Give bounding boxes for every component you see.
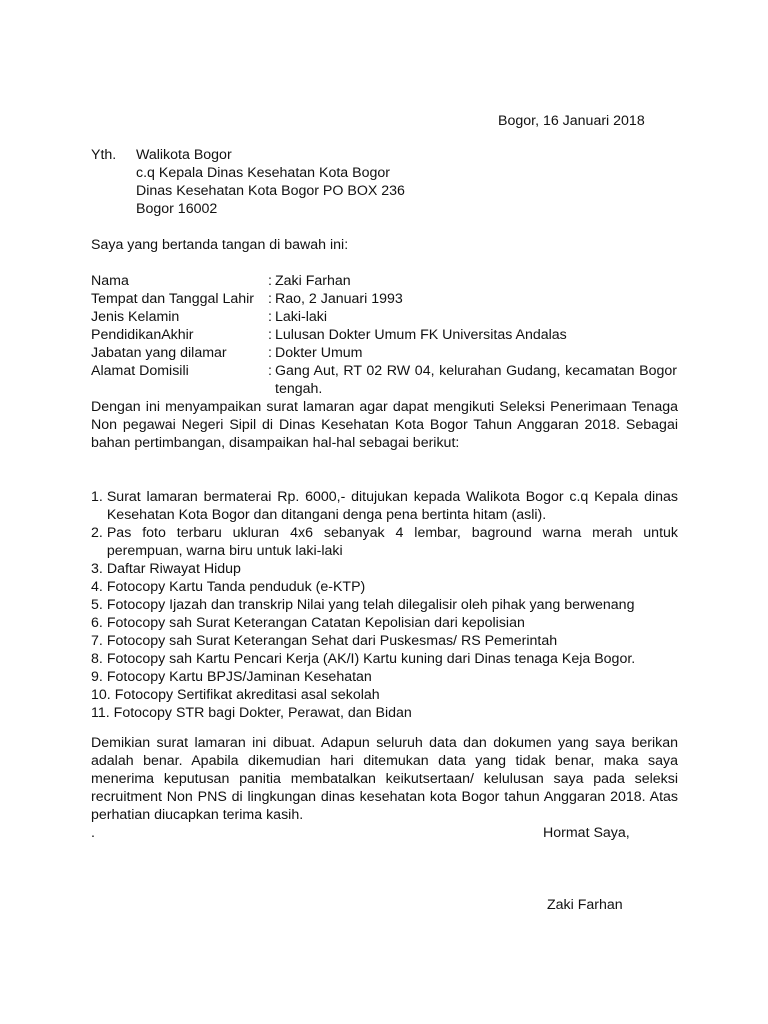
field-label: Alamat Domisili	[91, 363, 189, 379]
list-number: 10.	[91, 687, 111, 703]
list-number: 5.	[91, 597, 103, 613]
field-value: Gang Aut, RT 02 RW 04, kelurahan Gudang, kecamatan Bogor tengah.	[275, 363, 677, 397]
body-paragraph-2: Demikian surat lamaran ini dibuat. Adapun seluruh data dan dokumen yang saya berikan adalah benar. Apabila dikemudian hari ditemukan data yang tidak benar, maka saya menerima keputusan panitia membatalkan keikutsertaan/ kelulusan saya pada seleksi recruitment Non PNS di lingkungan dinas kesehatan kota Bogor tahun Anggaran 2018. Atas perhatian diucapkan terima kasih.	[91, 735, 678, 823]
list-number: 11.	[91, 705, 110, 721]
field-separator: :	[268, 345, 272, 361]
field-label: Jenis Kelamin	[91, 309, 180, 325]
list-item	[91, 614, 678, 632]
place-date: Bogor, 16 Januari 2018	[498, 113, 645, 129]
field-separator: :	[268, 363, 272, 379]
list-text: Fotocopy Ijazah dan transkrip Nilai yang telah dilegalisir oleh pihak yang berwenang	[106, 597, 635, 613]
list-item	[91, 488, 678, 524]
field-label: Tempat dan Tanggal Lahir	[91, 291, 255, 307]
list-text: Fotocopy sah Surat Keterangan Catatan Kepolisian dari kepolisian	[106, 615, 525, 631]
list-text: Fotocopy sah Surat Keterangan Sehat dari Puskesmas/ RS Pemerintah	[106, 633, 558, 649]
field-label: PendidikanAkhir	[91, 327, 194, 343]
intro-text: Saya yang bertanda tangan di bawah ini:	[91, 237, 349, 253]
field-value: Dokter Umum	[275, 345, 363, 361]
list-item	[91, 650, 678, 668]
field-separator: :	[268, 327, 272, 343]
list-text: Surat lamaran bermaterai Rp. 6000,- ditujukan kepada Walikota Bogor c.q Kepala dinas Kesehatan Kota Bogor dan ditangani denga pena bertinta hitam (asli).	[106, 489, 678, 523]
field-row-ttl	[91, 290, 677, 308]
list-number: 8.	[91, 651, 103, 667]
field-value: Lulusan Dokter Umum FK Universitas Andalas	[275, 327, 567, 343]
field-row-jenis-kelamin	[91, 308, 677, 326]
field-value: Rao, 2 Januari 1993	[275, 291, 403, 307]
list-text: Pas foto terbaru ukluran 4x6 sebanyak 4 lembar, baground warna merah untuk perempuan, warna biru untuk laki-laki	[106, 525, 678, 559]
list-item	[91, 668, 678, 686]
field-value: Laki-laki	[275, 309, 328, 325]
list-number: 1.	[91, 489, 103, 505]
closing-salutation: Hormat Saya,	[543, 825, 630, 841]
list-number: 6.	[91, 615, 103, 631]
field-row-pendidikan	[91, 326, 677, 344]
attachment-list	[91, 488, 678, 722]
list-item	[91, 578, 678, 596]
recipient-address	[136, 146, 405, 218]
recipient-line: Bogor 16002	[136, 201, 218, 217]
list-number: 3.	[91, 561, 103, 577]
applicant-fields	[91, 272, 677, 398]
stray-dot: .	[91, 825, 95, 841]
field-separator: :	[268, 291, 272, 307]
list-item	[91, 560, 678, 578]
list-number: 2.	[91, 525, 103, 541]
list-text: Fotocopy Kartu Tanda penduduk (e-KTP)	[106, 579, 366, 595]
field-label: Nama	[91, 273, 129, 289]
recipient-salutation: Yth.	[91, 147, 117, 163]
signer-name: Zaki Farhan	[547, 897, 623, 913]
list-item	[91, 686, 678, 704]
list-number: 9.	[91, 669, 103, 685]
field-value: Zaki Farhan	[275, 273, 351, 289]
list-text: Fotocopy sah Kartu Pencari Kerja (AK/I) Kartu kuning dari Dinas tenaga Keja Bogor.	[106, 651, 636, 667]
field-separator: :	[268, 309, 272, 325]
recipient-line: Walikota Bogor	[136, 147, 232, 163]
list-item	[91, 596, 678, 614]
recipient-line: c.q Kepala Dinas Kesehatan Kota Bogor	[136, 165, 390, 181]
field-row-jabatan	[91, 344, 677, 362]
recipient-line: Dinas Kesehatan Kota Bogor PO BOX 236	[136, 183, 405, 199]
field-row-alamat	[91, 362, 677, 398]
list-text: Daftar Riwayat Hidup	[106, 561, 241, 577]
list-item	[91, 632, 678, 650]
field-separator: :	[268, 273, 272, 289]
field-row-nama	[91, 272, 677, 290]
list-text: Fotocopy Sertifikat akreditasi asal sekolah	[114, 687, 380, 703]
list-number: 4.	[91, 579, 103, 595]
field-label: Jabatan yang dilamar	[91, 345, 227, 361]
list-text: Fotocopy STR bagi Dokter, Perawat, dan Bidan	[113, 705, 412, 721]
list-item	[91, 524, 678, 560]
list-number: 7.	[91, 633, 103, 649]
list-text: Fotocopy Kartu BPJS/Jaminan Kesehatan	[106, 669, 372, 685]
body-paragraph-1: Dengan ini menyampaikan surat lamaran agar dapat mengikuti Seleksi Penerimaan Tenaga Non pegawai Negeri Sipil di Dinas Kesehatan Kota Bogor Tahun Anggaran 2018. Sebagai bahan pertimbangan, disampaikan hal-hal sebagai berikut:	[91, 399, 678, 451]
list-item	[91, 704, 678, 722]
